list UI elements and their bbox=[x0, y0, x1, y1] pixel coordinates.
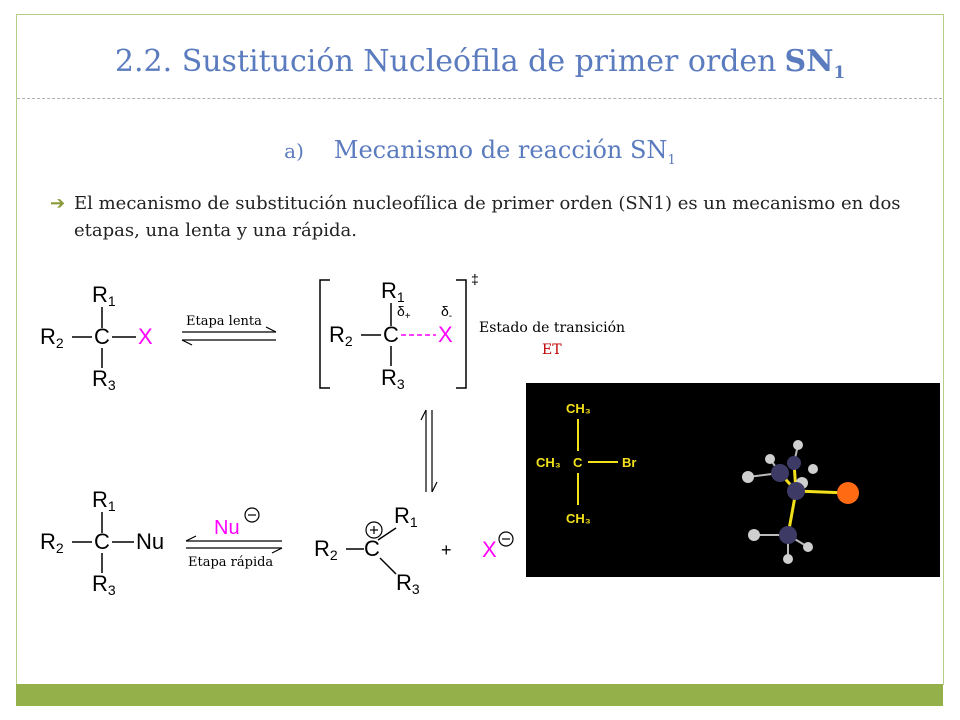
arrow-bullet-icon: ➔ bbox=[50, 193, 66, 214]
delta-plus: $\delta_+$ bbox=[397, 303, 411, 322]
fast-step-label: Etapa rápida bbox=[188, 555, 274, 570]
svg-text:R1: R1 bbox=[381, 278, 405, 305]
svg-text:R1: R1 bbox=[92, 282, 116, 309]
ts-abbrev: ET bbox=[542, 342, 562, 358]
dagger-symbol: ‡ bbox=[471, 271, 479, 287]
svg-text:CH₃: CH₃ bbox=[566, 511, 591, 526]
slow-step-label: Etapa lenta bbox=[186, 314, 262, 329]
fast-step-equilibrium-arrows bbox=[186, 508, 282, 570]
delta-minus: $\delta_-$ bbox=[441, 303, 453, 322]
title-sn: $SN_1$ bbox=[784, 44, 846, 82]
bullet-text: El mecanismo de substitución nucleofílica de primer orden (SN1) es un mecanismo en dos etapas, una lenta y una rápida. bbox=[74, 193, 901, 241]
ball-and-stick-model bbox=[742, 440, 859, 564]
svg-text:C: C bbox=[573, 455, 583, 470]
svg-text:Br: Br bbox=[622, 455, 637, 470]
svg-text:R2: R2 bbox=[40, 324, 64, 351]
svg-text:R1: R1 bbox=[92, 487, 116, 514]
plus-sign: + bbox=[441, 540, 452, 560]
svg-text:R3: R3 bbox=[381, 365, 405, 392]
title-text: 2.2. Sustitución Nucleófila de primer orden bbox=[114, 44, 777, 79]
ts-leaving-group: X bbox=[438, 322, 453, 347]
product-structure bbox=[40, 487, 164, 598]
molecule-model-image bbox=[526, 383, 940, 577]
reactant-structure bbox=[40, 282, 153, 393]
footer-bar bbox=[16, 684, 943, 706]
svg-text:R2: R2 bbox=[40, 529, 64, 556]
section-title: Mecanismo de reacción $SN_1$ bbox=[333, 136, 676, 168]
ts-label: Estado de transición bbox=[479, 320, 626, 336]
product-nucleophile: Nu bbox=[136, 529, 165, 554]
svg-text:R2: R2 bbox=[329, 322, 353, 349]
structural-formula bbox=[536, 401, 636, 526]
svg-text:CH₃: CH₃ bbox=[566, 401, 591, 416]
product-carbon: C bbox=[94, 529, 110, 554]
ts-carbon: C bbox=[383, 322, 399, 347]
svg-text:R2: R2 bbox=[314, 536, 338, 563]
reactant-leaving-group: X bbox=[138, 324, 153, 349]
reactant-carbon: C bbox=[94, 324, 110, 349]
slow-step-equilibrium-arrows bbox=[182, 314, 276, 345]
svg-text:R1: R1 bbox=[394, 503, 418, 530]
svg-text:R3: R3 bbox=[92, 366, 116, 393]
tert-butyl-bromide-model bbox=[526, 383, 940, 577]
nucleophile-label: Nu bbox=[214, 517, 240, 539]
svg-text:CH₃: CH₃ bbox=[536, 455, 561, 470]
vertical-equilibrium-arrows bbox=[421, 410, 437, 492]
transition-state-structure bbox=[320, 271, 479, 392]
carbocation-carbon: C bbox=[364, 536, 380, 561]
svg-text:R3: R3 bbox=[92, 571, 116, 598]
section-letter: a) bbox=[284, 139, 304, 163]
carbocation-structure bbox=[314, 503, 420, 597]
leaving-group-anion: X bbox=[482, 537, 497, 562]
svg-text:R3: R3 bbox=[396, 570, 420, 597]
